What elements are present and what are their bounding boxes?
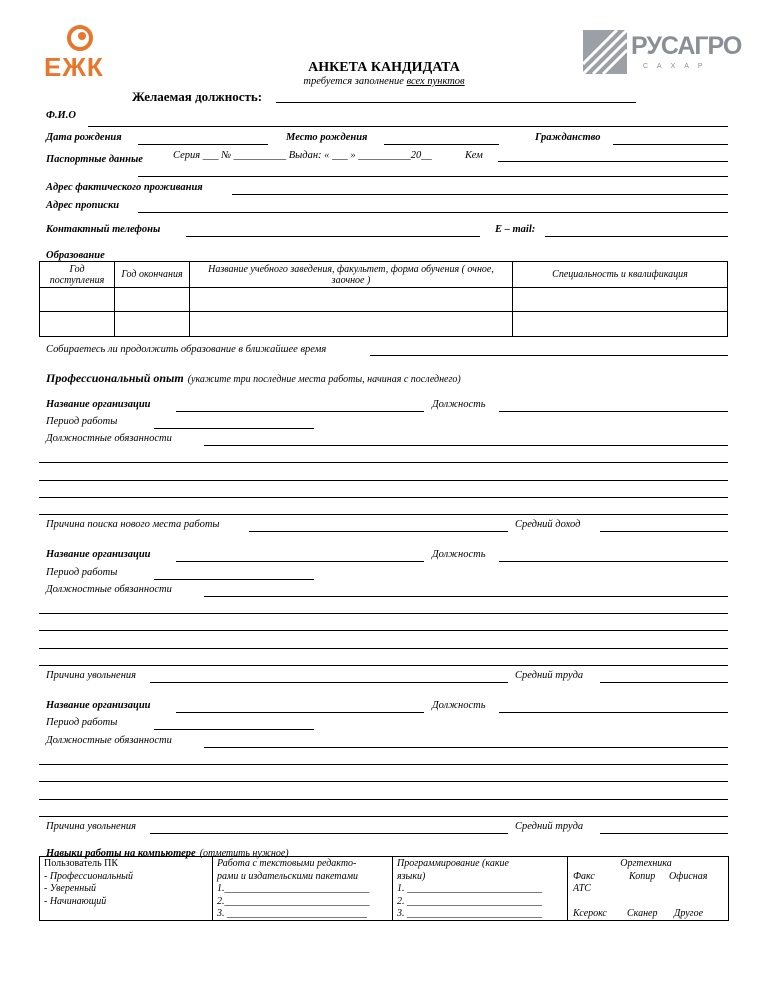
income-field[interactable] — [600, 531, 728, 532]
text-editors-col — [217, 858, 370, 921]
passport-fill[interactable]: Серия ___ № __________ Выдан: « ___ » __________20__ — [173, 150, 432, 161]
passport-label: Паспортные данные — [46, 154, 143, 165]
computer-skills-box — [39, 856, 729, 921]
income-label: Средний труда — [515, 821, 584, 832]
desired-position-field[interactable] — [276, 102, 636, 103]
equipment-office-pbx[interactable]: Офисная — [669, 870, 708, 882]
duties-line[interactable] — [39, 630, 728, 631]
income-label: Средний доход — [515, 519, 581, 530]
duties-line[interactable] — [39, 497, 728, 498]
programming-item-1[interactable]: 1. ___________________________ — [397, 883, 542, 894]
programming-title-2: языки) — [397, 870, 426, 882]
edu-cell[interactable] — [190, 312, 513, 337]
duties-line[interactable] — [39, 480, 728, 481]
edu-col-start: Год поступления — [40, 262, 115, 288]
ezhk-logo-mark — [40, 22, 120, 56]
experience-title: Профессиональный опыт — [46, 371, 184, 385]
duties-line[interactable] — [39, 462, 728, 463]
programming-col — [397, 858, 542, 921]
rusagro-logo-text: РУСАГРО — [631, 32, 742, 60]
duties-line[interactable] — [39, 514, 728, 515]
education-table — [39, 261, 728, 337]
org-label: Название организации — [46, 399, 151, 410]
period-label: Период работы — [46, 416, 118, 427]
duties-line[interactable] — [39, 816, 728, 817]
phones-label: Контактный телефоны — [46, 224, 161, 235]
income-field[interactable] — [600, 682, 728, 683]
birth-date-label: Дата рождения — [46, 132, 122, 143]
reason-label: Причина увольнения — [46, 670, 137, 681]
duties-field[interactable] — [204, 445, 728, 446]
fio-label: Ф.И.О — [46, 110, 76, 121]
office-equipment-row-1 — [571, 871, 721, 884]
duties-line[interactable] — [39, 613, 728, 614]
edu-cell[interactable] — [513, 288, 728, 312]
computer-title: Навыки работы на компьютере — [46, 848, 196, 859]
duties-line[interactable] — [39, 781, 728, 782]
period-label: Период работы — [46, 567, 118, 578]
equipment-other[interactable]: Другое — [674, 908, 704, 919]
edu-col-institution: Название учебного заведения, факультет, форма обучения ( очное, заочное ) — [190, 262, 513, 288]
desired-position-label: Желаемая должность: — [132, 89, 263, 104]
registration-address-label: Адрес прописки — [46, 200, 120, 211]
equipment-pbx[interactable]: АТС — [573, 883, 591, 894]
text-editors-item-1[interactable]: 1._____________________________ — [217, 883, 370, 894]
pc-level-professional[interactable]: - Профессиональный — [44, 870, 133, 882]
continue-education-field[interactable] — [370, 355, 728, 356]
office-equipment-title: Оргтехника — [620, 858, 672, 869]
pc-level-beginner[interactable]: - Начинающий — [44, 895, 107, 907]
pc-user-title: Пользователь ПК — [44, 858, 119, 869]
experience-note: (укажите три последние места работы, начиная с последнего) — [187, 374, 461, 385]
income-field[interactable] — [600, 833, 728, 834]
birth-place-label: Место рождения — [286, 132, 368, 143]
period-field[interactable] — [154, 729, 314, 730]
reason-field[interactable] — [150, 833, 508, 834]
pc-level-confident[interactable]: - Уверенный — [44, 883, 97, 894]
email-label: E – mail: — [495, 224, 536, 235]
form-title: АНКЕТА КАНДИДАТА — [308, 60, 460, 75]
position-label: Должность — [432, 549, 486, 560]
email-field[interactable] — [545, 236, 728, 237]
form-subtitle — [0, 76, 768, 87]
edu-cell[interactable] — [513, 312, 728, 337]
pc-user-col — [44, 858, 133, 908]
phones-field[interactable] — [186, 236, 480, 237]
citizenship-field[interactable] — [613, 144, 728, 145]
edu-col-specialty: Специальность и квалификация — [513, 262, 728, 288]
text-editors-item-2[interactable]: 2._____________________________ — [217, 895, 370, 907]
col-divider — [567, 857, 568, 920]
org-field[interactable] — [176, 411, 424, 412]
experience-heading — [46, 369, 461, 387]
reason-field[interactable] — [249, 531, 508, 532]
income-label: Средний труда — [515, 670, 584, 681]
ezhk-logo-text: ЕЖК — [44, 52, 104, 82]
equipment-scanner[interactable]: Сканер — [627, 908, 658, 919]
programming-item-3[interactable]: 3. ___________________________ — [397, 908, 542, 919]
position-label: Должность — [432, 700, 486, 711]
edu-cell[interactable] — [190, 288, 513, 312]
edu-col-end: Год окончания — [115, 262, 190, 288]
registration-address-field[interactable] — [138, 212, 728, 213]
office-equipment-row-3 — [571, 908, 721, 921]
duties-label: Должностные обязанности — [46, 584, 172, 595]
reason-label: Причина поиска нового места работы — [46, 519, 220, 530]
edu-cell[interactable] — [115, 288, 190, 312]
position-label: Должность — [432, 399, 486, 410]
citizenship-label: Гражданство — [535, 132, 601, 143]
duties-line[interactable] — [39, 665, 728, 666]
duties-field[interactable] — [204, 747, 728, 748]
org-label: Название организации — [46, 700, 151, 711]
duties-label: Должностные обязанности — [46, 433, 172, 444]
text-editors-title-1: Работа с текстовыми редакто- — [217, 858, 357, 869]
equipment-fax[interactable]: Факс — [573, 870, 595, 882]
duties-line[interactable] — [39, 648, 728, 649]
issued-by-field[interactable] — [498, 161, 728, 162]
subtitle-prefix: требуется заполнение — [303, 76, 407, 87]
duties-line[interactable] — [39, 764, 728, 765]
actual-address-label: Адрес фактического проживания — [46, 182, 203, 193]
org-label: Название организации — [46, 549, 151, 560]
rusagro-logo-subtext: САХАР — [643, 63, 712, 70]
reason-label: Причина увольнения — [46, 821, 137, 832]
text-editors-item-3[interactable]: 3. ____________________________ — [217, 908, 367, 919]
fio-field[interactable] — [88, 126, 728, 127]
position-field[interactable] — [499, 411, 728, 412]
duties-label: Должностные обязанности — [46, 735, 172, 746]
reason-field[interactable] — [150, 682, 508, 683]
duties-field[interactable] — [204, 596, 728, 597]
position-field[interactable] — [499, 712, 728, 713]
passport-field-2[interactable] — [138, 176, 728, 177]
position-field[interactable] — [499, 561, 728, 562]
col-divider — [212, 857, 213, 920]
subtitle-emph: всех пунктов — [406, 76, 465, 87]
text-editors-title-2: рами и издательскими пакетами — [217, 870, 358, 882]
equipment-copier[interactable]: Копир — [629, 870, 656, 882]
duties-line[interactable] — [39, 799, 728, 800]
spacer — [571, 896, 721, 909]
actual-address-field[interactable] — [232, 194, 728, 195]
edu-cell[interactable] — [115, 312, 190, 337]
org-field[interactable] — [176, 561, 424, 562]
period-label: Период работы — [46, 717, 118, 728]
programming-title-1: Программирование (какие — [397, 858, 509, 869]
issued-by-label: Кем — [465, 150, 483, 161]
org-field[interactable] — [176, 712, 424, 713]
programming-item-2[interactable]: 2. ___________________________ — [397, 895, 542, 907]
computer-note: (отметить нужное) — [199, 848, 289, 859]
education-label: Образование — [46, 250, 105, 261]
edu-cell[interactable] — [40, 312, 115, 337]
equipment-xerox[interactable]: Ксерокс — [573, 908, 607, 919]
period-field[interactable] — [154, 579, 314, 580]
office-equipment-col — [571, 858, 721, 921]
edu-cell[interactable] — [40, 288, 115, 312]
col-divider — [392, 857, 393, 920]
birth-date-field[interactable] — [138, 144, 268, 145]
birth-place-field[interactable] — [384, 144, 499, 145]
continue-education-label: Собираетесь ли продолжить образование в ближайшее время — [46, 344, 327, 355]
period-field[interactable] — [154, 428, 314, 429]
